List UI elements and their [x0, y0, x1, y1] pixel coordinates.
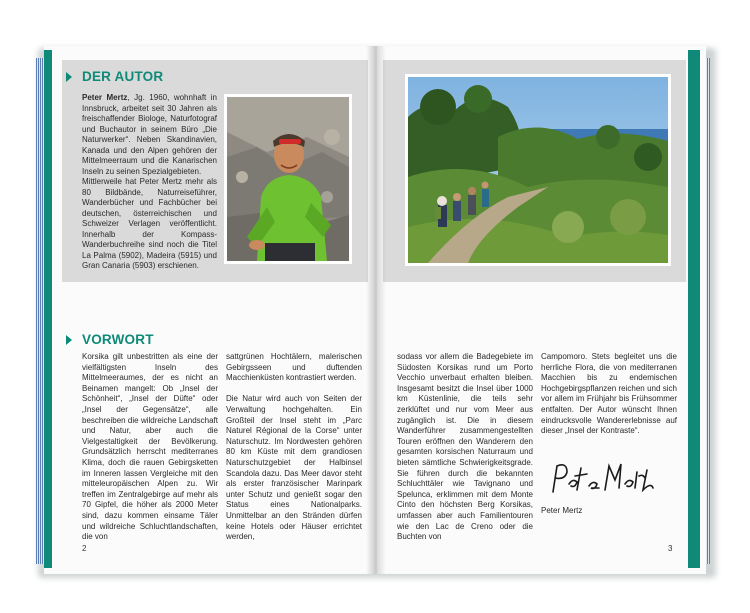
left-page-accent-stripe	[44, 50, 52, 568]
page-number-left: 2	[82, 544, 87, 553]
author-name: Peter Mertz	[82, 93, 128, 102]
right-page-accent-stripe	[688, 50, 700, 568]
heading-marker-icon	[66, 335, 72, 345]
foreword-column-1: Korsika gilt unbestritten als eine der vielfältigsten Inseln des Mittelmeeraumes, der es nicht an Beinamen mangelt: Ob „Insel der Schönheit“, „Insel der Düfte“ oder „Insel der Gegensätze“, alle beschreiben die wildreiche Landschaft und Natur, aber auch die Vielgestaltigkeit der Bevölkerung. Grundsätzlich herrscht mediterranes Klima, doch die rauen Gebirgsketten im Inneren lassen Vergleiche mit den mitteleuropäischen Alpen zu. Wir treffen im Zentralgebirge auf mehr als 70 Gipfel, die höher als 2000 Meter sind, dazu kommen einsame Täler und wildreiche Schluchtlandschaften, die von	[82, 352, 218, 542]
foreword-heading: VORWORT	[82, 332, 154, 347]
foreword-column-4: Campomoro. Stets begleitet uns die herrliche Flora, die von mediterranen Macchien bis zu endemischen Hochgebirgspflanzen reichen und sich vor allem im Frühjahr bis Frühsommer entfalten. Der Autor wünscht Ihnen eindrucksvolle Wandererlebnisse auf dieser „Insel der Kontraste“.	[541, 352, 677, 436]
foreword-column-2-para-2: Die Natur wird auch von Seiten der Verwaltung hochgehalten. Ein Großteil der Insel steht im „Parc Naturel Régional de la Corse“ unter Naturschutz. Im Nordwesten gehören 80 km Küste mit dem grandiosen Naturschutzgebiet der Halbinsel Scandola dazu. Das Meer davor steht als erster französischer Marinpark unter Schutz und genießt sogar den Status eines Nationalparks. Unmittelbar an den Stränden dürfen keine Hotels oder Häuser errichtet werden,	[226, 394, 362, 542]
author-bio-text: , Jg. 1960, wohnhaft in Innsbruck, arbeitet seit 30 Jahren als freischaffender Biologe, Naturfotograf und Buchautor in seinem Büro „Die Naturwerker“. Neben Skandinavien, Kanada und den Alpen gehören der Mittelmeerraum und die Kanarischen Inseln zu seinen Spezialgebieten.	[82, 93, 218, 176]
author-bio-text-2: Mittlerweile hat Peter Mertz mehr als 80 Bildbände, Naturreiseführer, Wanderbücher und Fachbücher bei deutschen, österreichischen und Schweizer Verlagen veröffentlicht. Innerhalb der Kompass-Wanderbuchreihe sind noch die Titel La Palma (5902), Madeira (5915) und Gran Canaria (5903) erschienen.	[82, 177, 217, 270]
author-bio	[82, 93, 217, 272]
page-number-right: 3	[668, 544, 673, 553]
heading-marker-icon	[66, 72, 72, 82]
hikers-landscape-photo	[405, 74, 671, 266]
foreword-column-2-para-1: sattgrünen Hochtälern, malerischen Gebirgsseen und duftenden Macchienküsten kontrastiert werden.	[226, 352, 362, 383]
signature-name: Peter Mertz	[541, 506, 583, 515]
author-portrait-photo	[224, 94, 352, 264]
author-signature	[547, 458, 657, 498]
page-stack-left	[36, 58, 44, 564]
author-heading: DER AUTOR	[82, 69, 164, 84]
foreword-column-3: sodass vor allem die Badegebiete im Südosten Korsikas rund um Porto Vecchio unverbaut erhalten bleiben. Insgesamt besitzt die Insel über 1000 km Küstenlinie, die teils sehr zerklüftet und nur vom Meer aus zugänglich ist. Die in diesem Wanderführer zusammengestellten Touren eröffnen den Wanderern den gesamten korsischen Naturraum und bieten sämtliche Schwierigkeitsgrade. Sie führen durch die bekannten Schluchttäler wie Tavignano und Spelunca, erklimmen mit dem Monte Cinto den höchsten Berg Korsikas, umfassen aber auch Familientouren wie den Lac de Creno oder die Buchten von	[397, 352, 533, 542]
foreword-column-2	[226, 352, 362, 543]
